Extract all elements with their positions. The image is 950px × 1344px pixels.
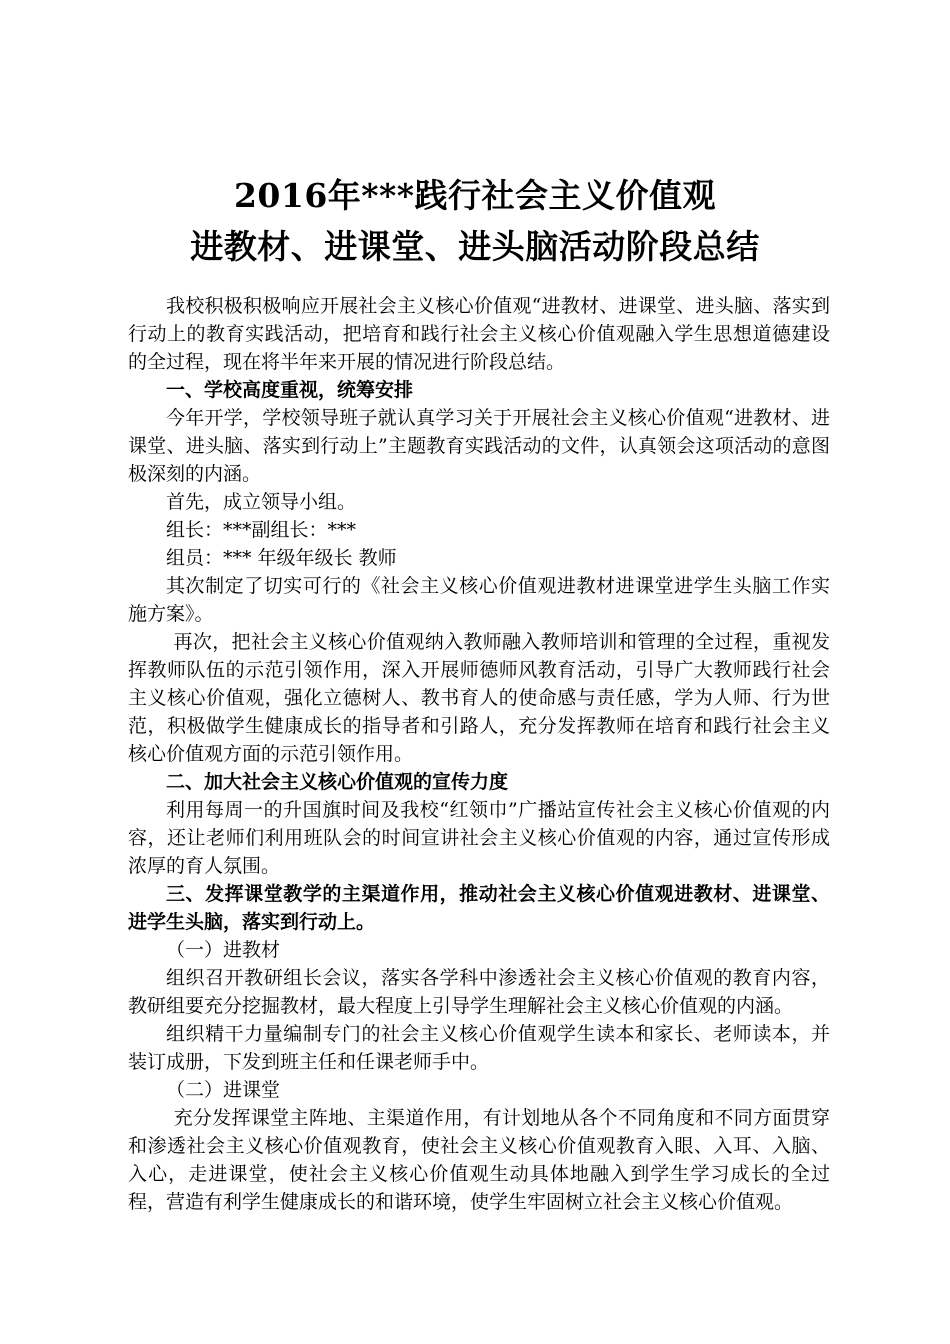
section-1-paragraph-5: 其次制定了切实可行的《社会主义核心价值观进教材进课堂进学生头脑工作实施方案》。	[128, 575, 830, 625]
section-1-paragraph-6: 再次，把社会主义核心价值观纳入教师融入教师培训和管理的全过程，重视发挥教师队伍的示范引领作用，深入开展师德师风教育活动，引导广大教师践行社会主义核心价值观，强化立德树人、教书育人的使命感与责任感，学为人师、行为世范，积极做学生健康成长的指导者和引路人，充分发挥教师在培育和践行社会主义核心价值观方面的示范引领作用。	[128, 631, 830, 765]
document-title-line-1: 2016年***践行社会主义价值观	[233, 176, 717, 215]
section-3-sub-1-paragraph-1: 组织召开教研组长会议，落实各学科中渗透社会主义核心价值观的教育内容，教研组要充分挖掘教材，最大程度上引导学生理解社会主义核心价值观的内涵。	[128, 967, 830, 1017]
section-2-paragraph-1: 利用每周一的升国旗时间及我校“红领巾”广播站宣传社会主义核心价值观的内容，还让老师们利用班队会的时间宣讲社会主义核心价值观的内容，通过宣传形成浓厚的育人氛围。	[128, 799, 830, 877]
section-1-heading: 一、学校高度重视，统筹安排	[166, 379, 414, 401]
section-1-leader-line: 组长：***副组长：***	[166, 519, 357, 541]
section-1-paragraph-1: 今年开学，学校领导班子就认真学习关于开展社会主义核心价值观“进教材、进课堂、进头脑、落实到行动上”主题教育实践活动的文件，认真领会这项活动的意图极深刻的内涵。	[128, 407, 830, 485]
section-3-sub-1-heading: （一）进教材	[166, 939, 281, 961]
section-3-heading: 三、发挥课堂教学的主渠道作用，推动社会主义核心价值观进教材、进课堂、进学生头脑，落实到行动上。	[128, 883, 830, 933]
section-2-heading: 二、加大社会主义核心价值观的宣传力度	[166, 771, 509, 793]
section-1-members-line: 组员：*** 年级年级长 教师	[166, 547, 397, 569]
section-3-sub-1-paragraph-2: 组织精干力量编制专门的社会主义核心价值观学生读本和家长、老师读本，并装订成册，下发到班主任和任课老师手中。	[128, 1023, 830, 1073]
section-3-sub-2-paragraph-1: 充分发挥课堂主阵地、主渠道作用，有计划地从各个不同角度和不同方面贯穿和渗透社会主义核心价值观教育，使社会主义核心价值观教育入眼、入耳、入脑、入心，走进课堂，使社会主义核心价值观生动具体地融入到学生学习成长的全过程，营造有利学生健康成长的和谐环境，使学生牢固树立社会主义核心价值观。	[128, 1107, 830, 1213]
intro-paragraph: 我校积极积极响应开展社会主义核心价值观“进教材、进课堂、进头脑、落实到行动上的教育实践活动，把培育和践行社会主义核心价值观融入学生思想道德建设的全过程，现在将半年来开展的情况进行阶段总结。	[128, 295, 830, 373]
document-title-line-2: 进教材、进课堂、进头脑活动阶段总结	[190, 227, 760, 266]
section-1-paragraph-2: 首先，成立领导小组。	[166, 491, 357, 513]
section-3-sub-2-heading: （二）进课堂	[166, 1079, 281, 1101]
document-body	[128, 292, 830, 1216]
